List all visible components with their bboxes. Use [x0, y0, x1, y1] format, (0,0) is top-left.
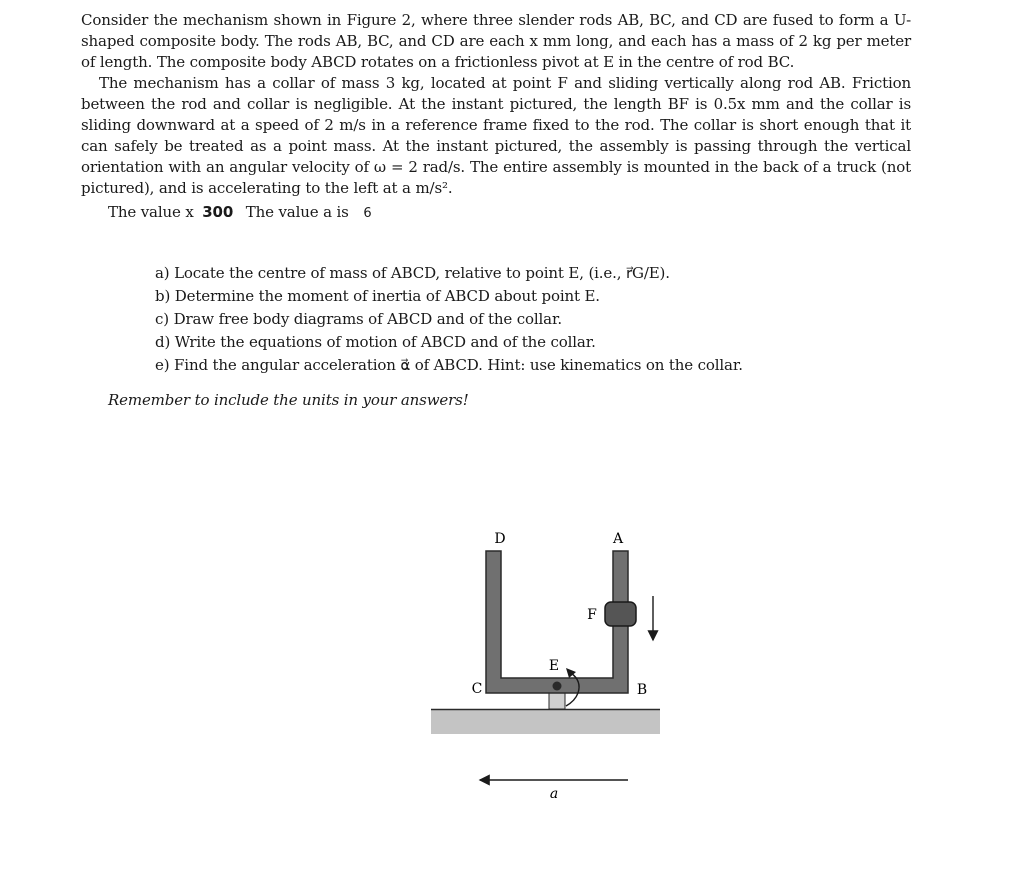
units-reminder: Remember to include the units in your answers! — [108, 391, 469, 409]
question-c: c) Draw free body diagrams of ABCD and of the collar. — [155, 310, 562, 328]
pivot-pin — [553, 682, 562, 691]
question-e: e) Find the angular acceleration α⃗ of ABCD. Hint: use kinematics on the collar. — [155, 356, 743, 374]
problem-paragraph-1: Consider the mechanism shown in Figure 2, where three slender rods AB, BC, and CD are fused to form a U-shaped composite body. The rods AB, BC, and CD are each x mm long, and each has a mass of 2 kg per meter of length. The composite body ABCD rotates on a frictionless pivot at E in the centre of rod BC. — [81, 11, 911, 71]
a-value: 6 — [363, 206, 372, 221]
label-a: A — [612, 531, 624, 547]
question-a: a) Locate the centre of mass of ABCD, relative to point E, (i.e., r⃗G/E). — [155, 264, 670, 282]
label-c: C — [471, 681, 483, 697]
label-f: F — [587, 607, 597, 623]
problem-paragraph-2: The mechanism has a collar of mass 3 kg, located at point F and sliding vertically along rod AB. Friction between the rod and collar is negligible. At the instant pictured, the length BF is 0.5x mm and the collar is sliding downward at a speed of 2 m/s in a reference frame fixed to the rod. The collar is short enough that it can safely be treated as a point mass. At the instant pictured, the assembly is passing through the vertical orientation with an angular velocity of ω = 2 rad/s. The entire assembly is mounted in the back of a truck (not pictured), and is accelerating to the left at a m/s². — [81, 74, 911, 197]
a-value-label: The value a is — [245, 203, 349, 221]
label-e: E — [548, 658, 560, 674]
ground-surface — [431, 709, 660, 734]
pivot-support — [549, 693, 565, 709]
x-value: 300 — [202, 203, 234, 221]
label-d: D — [494, 531, 506, 547]
collar — [605, 602, 636, 626]
question-b: b) Determine the moment of inertia of ABCD about point E. — [155, 287, 600, 305]
label-b: B — [636, 682, 648, 698]
question-d: d) Write the equations of motion of ABCD and of the collar. — [155, 333, 596, 351]
label-acceleration: a — [549, 786, 559, 802]
x-value-label: The value x — [108, 203, 194, 221]
